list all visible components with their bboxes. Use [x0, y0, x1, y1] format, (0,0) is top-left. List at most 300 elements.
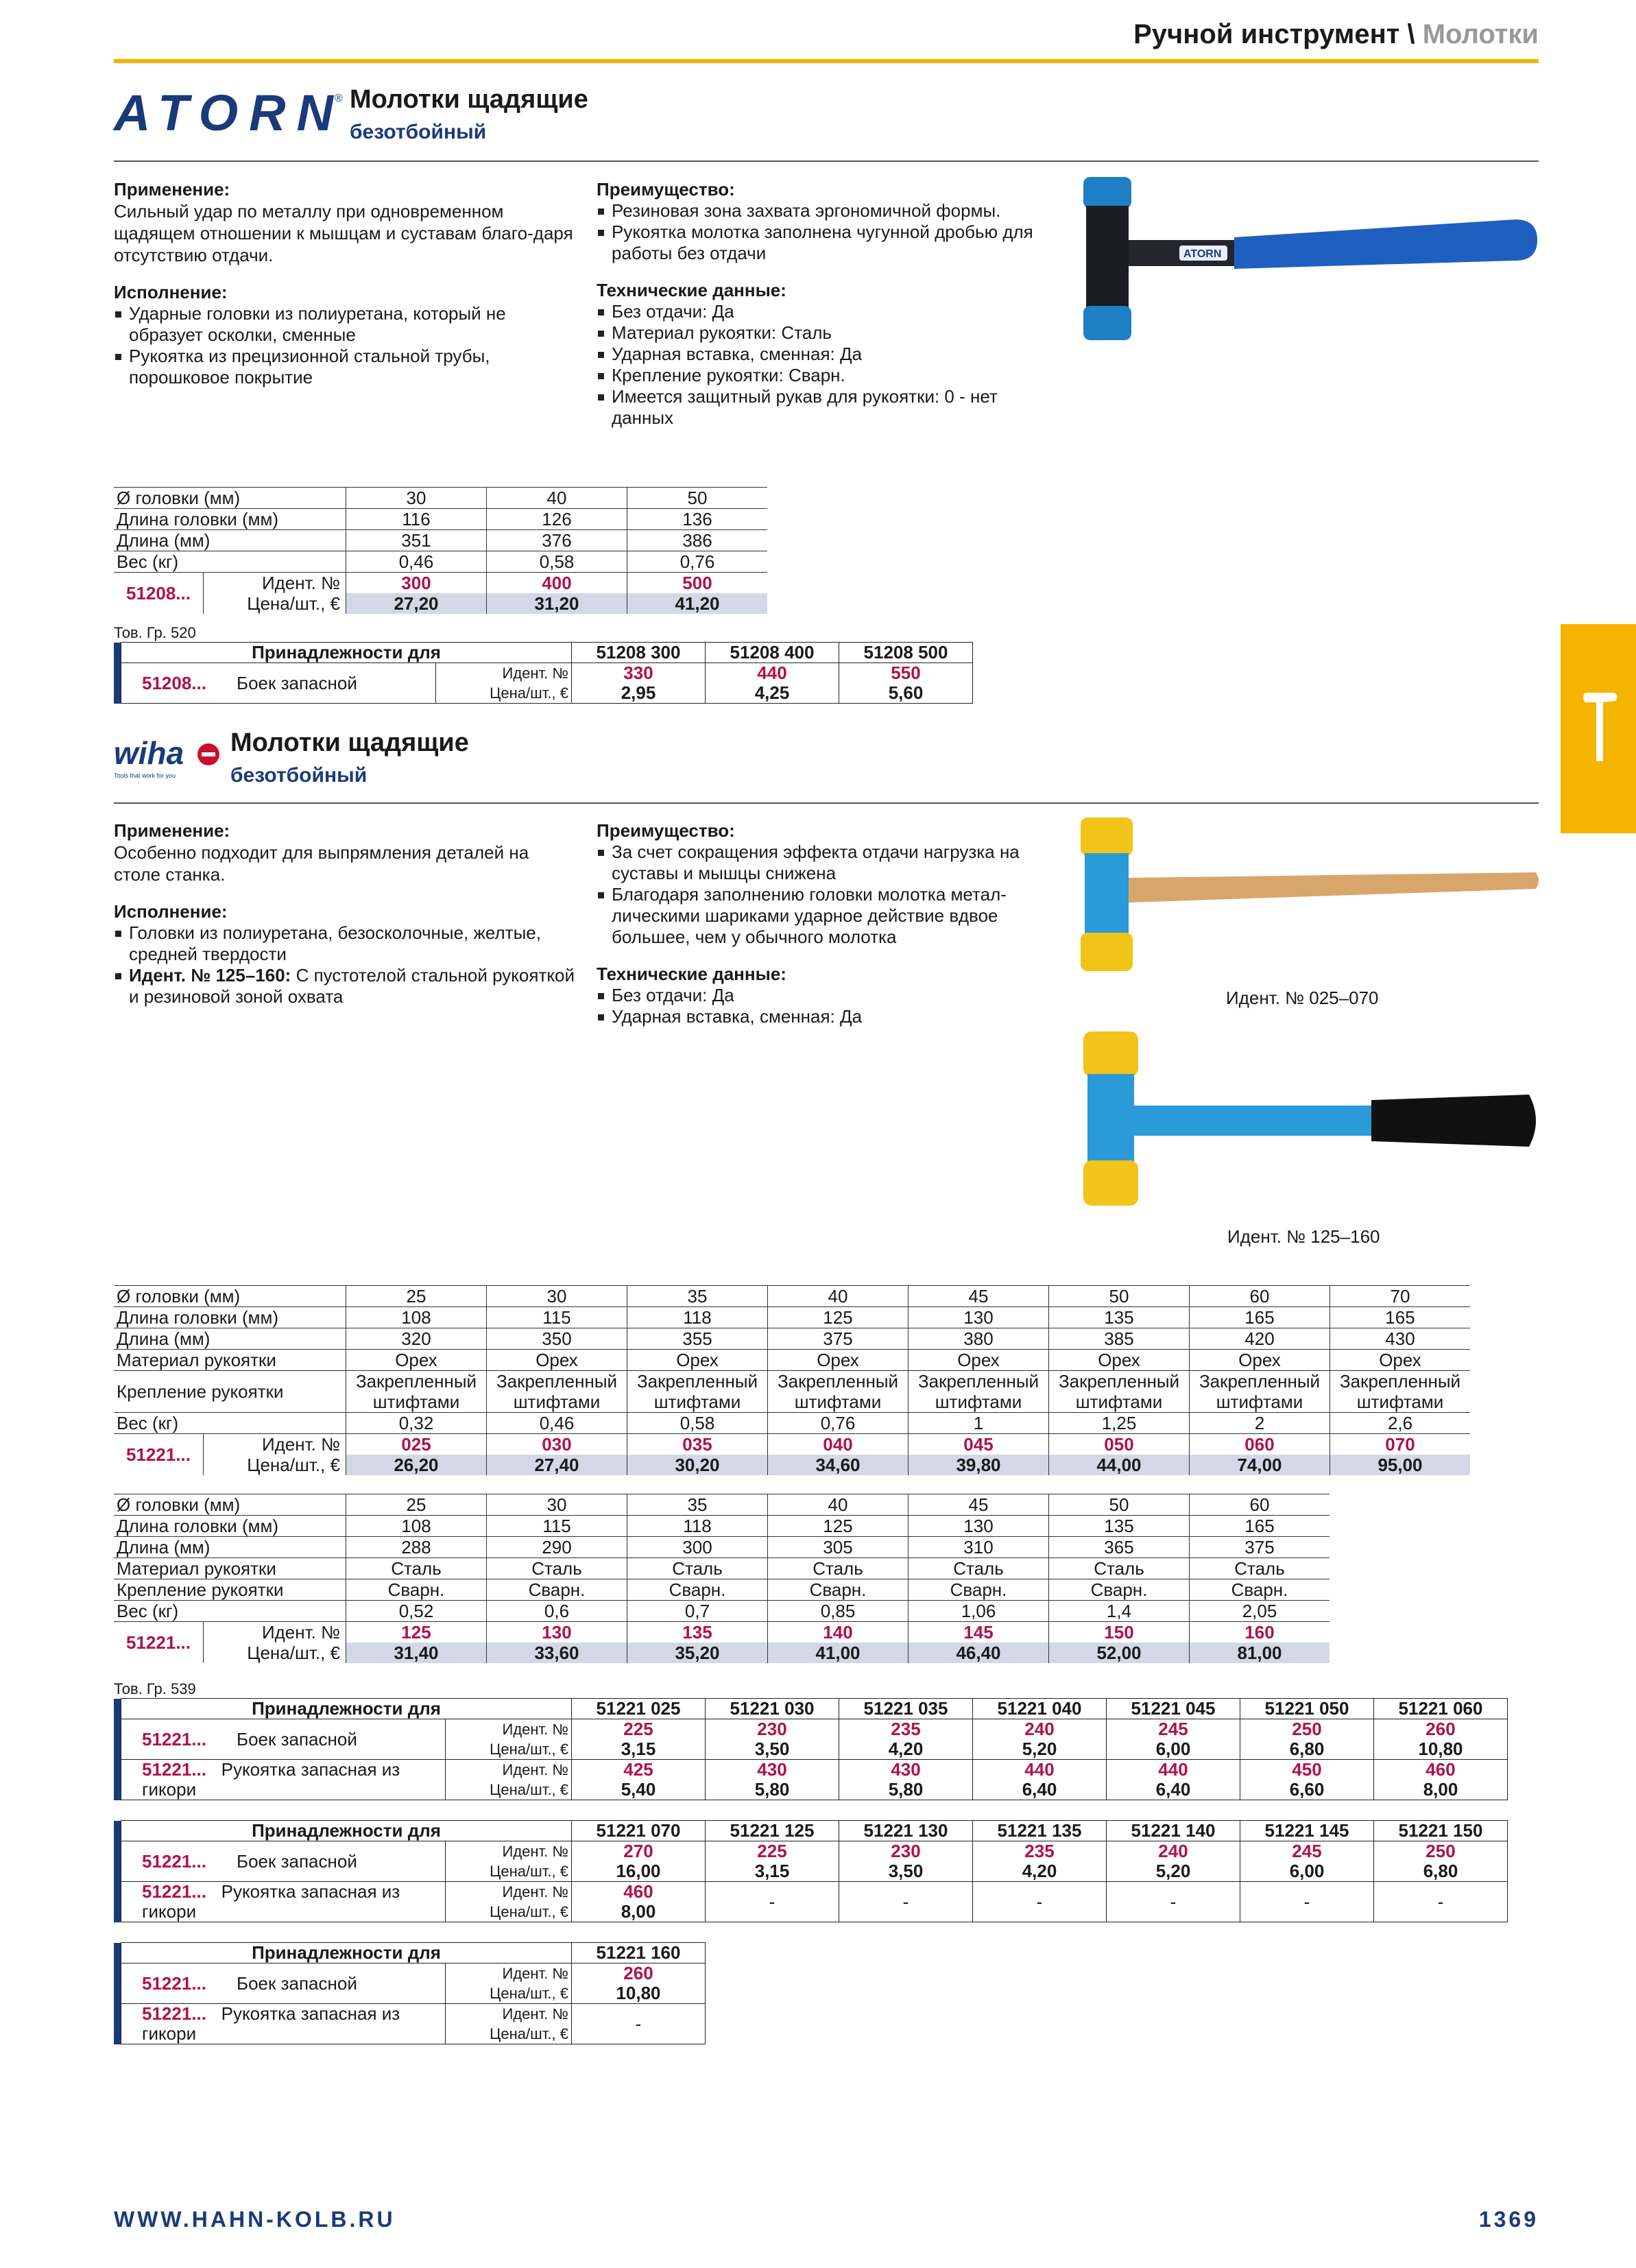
table-cell: 1,4 — [1049, 1601, 1190, 1622]
table-cell: Цена/шт., € — [446, 1861, 572, 1882]
table-cell: 51221... Рукоятка запасная из — [121, 2004, 446, 2025]
table-cell: - — [1374, 1882, 1508, 1922]
wiha-acc-table-3 — [114, 1942, 706, 2044]
table-cell — [114, 1821, 121, 1922]
table-cell: 30,20 — [627, 1455, 768, 1475]
svg-text:®: ® — [335, 93, 343, 104]
wiha-tech-heading: Технические данные: — [597, 964, 786, 984]
list-item: Без отдачи: Да — [597, 301, 1049, 322]
table-cell: 125 — [768, 1307, 909, 1328]
table-cell: 118 — [627, 1307, 768, 1328]
table-cell: 116 — [346, 509, 487, 530]
table-cell: 165 — [1190, 1516, 1330, 1537]
table-cell: 270 — [572, 1841, 706, 1862]
table-cell: Орех — [909, 1350, 1049, 1371]
table-cell: 40 — [768, 1494, 909, 1516]
table-cell: 235 — [839, 1719, 973, 1740]
atorn-adv-heading: Преимущество: — [597, 179, 735, 200]
atorn-rule — [114, 160, 1539, 162]
table-cell: 5,80 — [706, 1780, 839, 1800]
table-row — [114, 1371, 1470, 1413]
atorn-adv-list — [597, 200, 1049, 264]
table-cell: 430 — [706, 1760, 839, 1780]
table-cell: Принадлежности для — [121, 1699, 572, 1719]
table-row — [114, 573, 767, 594]
table-cell: 305 — [768, 1537, 909, 1558]
table-cell — [114, 1943, 121, 2044]
table-cell: 30 — [487, 1494, 627, 1516]
table-cell: 6,80 — [1374, 1861, 1508, 1882]
table-cell: Закрепленный штифтами — [1330, 1371, 1471, 1413]
table-cell: - — [706, 1882, 839, 1922]
table-cell: 51221 035 — [839, 1699, 973, 1719]
table-cell: 10,80 — [572, 1983, 706, 2004]
table-row — [114, 2004, 706, 2025]
table-cell: 51221 140 — [1107, 1821, 1240, 1841]
list-item: Рукоятка молотка заполнена чугунной дробью для работы без отдачи — [597, 222, 1049, 264]
table-cell: 140 — [768, 1622, 909, 1643]
table-cell: Сталь — [627, 1558, 768, 1579]
table-cell: 376 — [487, 530, 627, 551]
table-cell: Орех — [1190, 1350, 1330, 1371]
breadcrumb-category: Ручной инструмент — [1133, 19, 1400, 49]
atorn-logo — [114, 84, 343, 141]
table-cell: Сварн. — [768, 1579, 909, 1601]
table-cell: 31,40 — [346, 1643, 487, 1663]
wiha-acc-table-2 — [114, 1820, 1508, 1922]
table-row — [114, 1307, 1470, 1328]
table-cell: 126 — [487, 509, 627, 530]
table-cell: 150 — [1049, 1622, 1190, 1643]
atorn-exec-list — [114, 303, 580, 388]
table-row — [114, 509, 767, 530]
table-cell: 35 — [627, 1286, 768, 1307]
table-cell: Сталь — [768, 1558, 909, 1579]
table-cell: 51221... — [121, 1719, 234, 1760]
table-cell: гикори — [121, 1780, 446, 1800]
table-row — [114, 488, 767, 509]
table-cell: 1,06 — [909, 1601, 1049, 1622]
table-cell: 050 — [1049, 1434, 1190, 1455]
table-cell: 51221... Идент. № Цена/шт., € — [114, 1434, 346, 1476]
table-cell: 95,00 — [1330, 1455, 1471, 1475]
svg-text:Tools that work for you: Tools that work for you — [114, 772, 176, 779]
table-cell: 51221... Рукоятка запасная из — [121, 1882, 446, 1902]
table-row — [114, 1579, 1330, 1601]
table-cell: 51221 160 — [572, 1943, 706, 1963]
table-cell: 0,76 — [627, 551, 768, 573]
atorn-title: Молотки щадящие — [350, 85, 588, 114]
wiha-tech-list — [597, 985, 1063, 1027]
table-cell: 440 — [973, 1760, 1107, 1780]
table-cell: 35,20 — [627, 1643, 768, 1663]
table-cell: 375 — [768, 1328, 909, 1350]
list-item: Ударные головки из полиуретана, который не образует осколки, сменные — [114, 303, 580, 346]
list-item: Материал рукоятки: Сталь — [597, 322, 1049, 344]
table-cell: Закрепленный штифтами — [627, 1371, 768, 1413]
table-row — [114, 643, 973, 663]
table-cell: 288 — [346, 1537, 487, 1558]
list-item: Идент. № 125–160: С пустотелой стальной рукояткой и резиновой зоной охвата — [114, 965, 580, 1007]
table-cell: 2 — [1190, 1413, 1330, 1434]
table-cell: 51221 130 — [839, 1821, 973, 1841]
table-cell: 386 — [627, 530, 768, 551]
table-cell: 5,20 — [1107, 1861, 1240, 1882]
table-row — [114, 1882, 1508, 1902]
table-cell: 51208... Идент. № Цена/шт., € — [114, 573, 346, 614]
table-cell: Идент. № — [446, 1963, 572, 1984]
table-cell: 240 — [1107, 1841, 1240, 1862]
table-cell: 0,52 — [346, 1601, 487, 1622]
table-cell: Цена/шт., € — [436, 683, 572, 704]
table-cell: 351 — [346, 530, 487, 551]
table-cell: гикори — [121, 1902, 446, 1922]
atorn-tech-heading: Технические данные: — [597, 280, 786, 300]
table-cell: 51221 125 — [706, 1821, 839, 1841]
table-cell: 39,80 — [909, 1455, 1049, 1475]
table-row — [114, 1943, 706, 1963]
table-row — [114, 1601, 1330, 1622]
svg-text:wiha: wiha — [114, 735, 184, 771]
table-cell: Ø головки (мм) — [114, 1494, 346, 1516]
table-cell: 025 — [346, 1434, 487, 1455]
table-cell: Цена/шт., € — [446, 1902, 572, 1922]
table-cell: 355 — [627, 1328, 768, 1350]
table-cell: 240 — [973, 1719, 1107, 1740]
table-cell: Сталь — [1049, 1558, 1190, 1579]
hammer-icon — [1561, 624, 1636, 833]
table-cell: Принадлежности для — [121, 1821, 572, 1841]
table-cell: 52,00 — [1049, 1643, 1190, 1663]
table-cell: 385 — [1049, 1328, 1190, 1350]
table-cell: 135 — [627, 1622, 768, 1643]
table-cell: 2,05 — [1190, 1601, 1330, 1622]
table-cell: 300 — [627, 1537, 768, 1558]
table-cell: 5,80 — [839, 1780, 973, 1800]
table-cell: 25 — [346, 1286, 487, 1307]
table-row — [114, 1516, 1330, 1537]
table-cell: Боек запасной — [234, 1719, 446, 1760]
table-cell: Длина головки (мм) — [114, 509, 346, 530]
wiha-group: Тов. Гр. 539 — [114, 1680, 196, 1697]
table-cell: Орех — [1330, 1350, 1471, 1371]
table-cell: 3,50 — [839, 1861, 973, 1882]
table-cell: 5,20 — [973, 1739, 1107, 1760]
table-cell: Идент. № — [446, 1760, 572, 1780]
table-cell: 51221 030 — [706, 1699, 839, 1719]
table-cell: 260 — [1374, 1719, 1508, 1740]
wiha-adv-heading: Преимущество: — [597, 820, 735, 841]
table-cell: 50 — [1049, 1286, 1190, 1307]
atorn-usage-heading: Применение: — [114, 179, 230, 200]
table-cell: Принадлежности для — [121, 643, 572, 663]
table-cell: Закрепленный штифтами — [1190, 1371, 1330, 1413]
table-cell: Орех — [768, 1350, 909, 1371]
table-cell: Материал рукоятки — [114, 1558, 346, 1579]
table-cell: 4,20 — [973, 1861, 1107, 1882]
table-row — [114, 1558, 1330, 1579]
table-cell: 0,7 — [627, 1601, 768, 1622]
table-row — [114, 1719, 1508, 1740]
table-cell: 250 — [1240, 1719, 1374, 1740]
table-cell: 30 — [487, 1286, 627, 1307]
table-cell: Боек запасной — [234, 663, 436, 704]
table-cell: 33,60 — [487, 1643, 627, 1663]
table-cell: 51221 135 — [973, 1821, 1107, 1841]
table-cell: 3,15 — [572, 1739, 706, 1760]
table-cell: Сварн. — [627, 1579, 768, 1601]
table-cell: 230 — [706, 1719, 839, 1740]
table-row — [114, 1699, 1508, 1719]
table-cell: 5,60 — [839, 683, 973, 704]
table-cell: 165 — [1330, 1307, 1471, 1328]
table-cell: 4,20 — [839, 1739, 973, 1760]
table-cell: 225 — [706, 1841, 839, 1862]
table-cell: 51221... Рукоятка запасная из — [121, 1760, 446, 1780]
wiha-caption-2: Идент. № 125–160 — [1227, 1226, 1380, 1247]
table-cell: Идент. № — [446, 2004, 572, 2025]
table-cell: Материал рукоятки — [114, 1350, 346, 1371]
wiha-adv-list — [597, 841, 1063, 948]
wiha-exec-heading: Исполнение: — [114, 901, 228, 922]
wiha-acc-table-1 — [114, 1698, 1508, 1800]
wiha-title: Молотки щадящие — [230, 728, 469, 757]
table-cell: 300 — [346, 573, 487, 594]
table-cell: 4,25 — [706, 683, 839, 704]
table-row — [114, 1328, 1470, 1350]
table-cell: 460 — [572, 1882, 706, 1902]
wiha-logo — [114, 734, 224, 785]
table-cell: 60 — [1190, 1494, 1330, 1516]
wiha-spec-table-1 — [114, 1285, 1470, 1475]
table-cell: Вес (кг) — [114, 1413, 346, 1434]
table-cell: 51221... — [121, 1841, 234, 1882]
table-cell: 51221... Идент. № Цена/шт., € — [114, 1622, 346, 1664]
table-cell: 45 — [909, 1494, 1049, 1516]
table-cell: 145 — [909, 1622, 1049, 1643]
table-cell: 35 — [627, 1494, 768, 1516]
table-cell: 0,58 — [627, 1413, 768, 1434]
table-cell: Сварн. — [1190, 1579, 1330, 1601]
list-item: Без отдачи: Да — [597, 985, 1063, 1006]
table-cell: 51221 145 — [1240, 1821, 1374, 1841]
table-cell: 50 — [1049, 1494, 1190, 1516]
table-cell: 130 — [487, 1622, 627, 1643]
table-cell: 108 — [346, 1516, 487, 1537]
table-cell: 115 — [487, 1516, 627, 1537]
atorn-usage-text: Сильный удар по металлу при одновременном щадящем отношении к мышцам и суставам благо-даря отсутствию отдачи. — [114, 201, 573, 265]
table-cell: гикори — [121, 2024, 446, 2044]
table-cell: 51221 060 — [1374, 1699, 1508, 1719]
table-cell: 040 — [768, 1434, 909, 1455]
table-cell: Боек запасной — [234, 1963, 446, 2004]
table-cell: 51221... — [121, 1963, 234, 2004]
table-cell: 250 — [1374, 1841, 1508, 1862]
table-cell: 51208 400 — [706, 643, 839, 663]
table-cell: Закрепленный штифтами — [487, 1371, 627, 1413]
table-cell: Крепление рукоятки — [114, 1371, 346, 1413]
category-tab[interactable] — [1561, 624, 1636, 833]
table-cell: 108 — [346, 1307, 487, 1328]
table-cell: Закрепленный штифтами — [909, 1371, 1049, 1413]
table-cell: 50 — [627, 488, 768, 509]
table-cell: 44,00 — [1049, 1455, 1190, 1475]
table-cell: 0,6 — [487, 1601, 627, 1622]
table-cell: 3,50 — [706, 1739, 839, 1760]
table-cell: 41,00 — [768, 1643, 909, 1663]
table-cell: 550 — [839, 663, 973, 684]
list-item: Головки из полиуретана, безосколочные, желтые, средней твердости — [114, 922, 580, 965]
table-cell: 3,15 — [706, 1861, 839, 1882]
table-row — [114, 1780, 1508, 1800]
atorn-spec-table — [114, 487, 767, 614]
table-cell: 6,00 — [1240, 1861, 1374, 1882]
table-cell: 430 — [1330, 1328, 1471, 1350]
table-cell: 41,20 — [627, 593, 768, 614]
table-cell: 0,85 — [768, 1601, 909, 1622]
table-cell: 035 — [627, 1434, 768, 1455]
table-cell: 51208 500 — [839, 643, 973, 663]
list-item: Имеется защитный рукав для рукоятки: 0 - нет данных — [597, 386, 1049, 429]
table-cell: 2,95 — [572, 683, 706, 704]
table-cell: Длина головки (мм) — [114, 1307, 346, 1328]
table-cell: 136 — [627, 509, 768, 530]
breadcrumb — [1133, 19, 1539, 50]
table-cell: Цена/шт., € — [446, 2024, 572, 2044]
table-cell: 30 — [346, 488, 487, 509]
atorn-acc-table — [114, 642, 973, 704]
table-cell: 135 — [1049, 1516, 1190, 1537]
table-cell: 51221 050 — [1240, 1699, 1374, 1719]
table-cell: 40 — [768, 1286, 909, 1307]
atorn-tech-list — [597, 301, 1049, 429]
table-cell: 6,60 — [1240, 1780, 1374, 1800]
wiha-hammer-steel-image — [1076, 1029, 1543, 1217]
atorn-group: Тов. Гр. 520 — [114, 624, 196, 641]
table-cell — [114, 643, 121, 704]
wiha-subtitle: безотбойный — [230, 764, 368, 787]
table-cell: 26,20 — [346, 1455, 487, 1475]
table-cell: Крепление рукоятки — [114, 1579, 346, 1601]
list-item: Рукоятка из прецизионной стальной трубы, порошковое покрытие — [114, 346, 580, 388]
table-cell: 8,00 — [572, 1902, 706, 1922]
list-item: Ударная вставка, сменная: Да — [597, 1006, 1063, 1027]
list-item: Крепление рукоятки: Сварн. — [597, 365, 1049, 386]
wiha-spec-table-2 — [114, 1494, 1330, 1663]
table-cell: 330 — [572, 663, 706, 684]
table-cell: 420 — [1190, 1328, 1330, 1350]
table-cell: 160 — [1190, 1622, 1330, 1643]
table-cell: 25 — [346, 1494, 487, 1516]
table-cell: - — [973, 1882, 1107, 1922]
footer-url[interactable]: WWW.HAHN-KOLB.RU — [114, 2207, 396, 2232]
table-cell: Орех — [1049, 1350, 1190, 1371]
svg-text:ATORN: ATORN — [114, 84, 333, 141]
table-cell — [114, 1699, 121, 1800]
svg-text:ATORN: ATORN — [1183, 248, 1222, 260]
list-item: Благодаря заполнению головки молотка метал-лическими шариками ударное действие вдвое большее, чем у обычного молотка — [597, 884, 1063, 948]
table-cell: 45 — [909, 1286, 1049, 1307]
table-cell: Сталь — [346, 1558, 487, 1579]
table-cell: 34,60 — [768, 1455, 909, 1475]
table-cell: 31,20 — [487, 593, 627, 614]
table-cell: 310 — [909, 1537, 1049, 1558]
table-cell: 51208 300 — [572, 643, 706, 663]
table-cell: 81,00 — [1190, 1643, 1330, 1663]
table-cell: Боек запасной — [234, 1841, 446, 1882]
table-cell: 350 — [487, 1328, 627, 1350]
table-cell: 045 — [909, 1434, 1049, 1455]
table-cell: 27,40 — [487, 1455, 627, 1475]
table-cell: Закрепленный штифтами — [346, 1371, 487, 1413]
table-cell: 235 — [973, 1841, 1107, 1862]
table-cell: 400 — [487, 573, 627, 594]
table-row — [114, 663, 973, 684]
table-cell: 430 — [839, 1760, 973, 1780]
table-row — [114, 1350, 1470, 1371]
wiha-rule — [114, 802, 1539, 804]
table-row — [114, 551, 767, 573]
table-cell: 2,6 — [1330, 1413, 1471, 1434]
table-cell: 070 — [1330, 1434, 1471, 1455]
table-cell: 230 — [839, 1841, 973, 1862]
table-cell: - — [572, 2004, 706, 2044]
table-cell: 125 — [346, 1622, 487, 1643]
table-cell: Сталь — [909, 1558, 1049, 1579]
table-cell: Сварн. — [909, 1579, 1049, 1601]
table-cell: Сварн. — [346, 1579, 487, 1601]
table-row — [114, 1434, 1470, 1455]
table-cell: 6,40 — [1107, 1780, 1240, 1800]
table-cell: 70 — [1330, 1286, 1471, 1307]
header-rule — [114, 59, 1539, 63]
table-cell: Орех — [346, 1350, 487, 1371]
table-cell: 0,32 — [346, 1413, 487, 1434]
table-cell: Орех — [487, 1350, 627, 1371]
table-cell: 245 — [1240, 1841, 1374, 1862]
breadcrumb-current: Молотки — [1422, 19, 1539, 49]
table-cell: 40 — [487, 488, 627, 509]
table-cell: Цена/шт., € — [446, 1739, 572, 1760]
wiha-exec-list — [114, 922, 580, 1007]
table-row — [114, 1494, 1330, 1516]
table-row — [114, 1286, 1470, 1307]
table-cell: Сварн. — [487, 1579, 627, 1601]
table-cell: 118 — [627, 1516, 768, 1537]
table-cell: 10,80 — [1374, 1739, 1508, 1760]
table-cell: 135 — [1049, 1307, 1190, 1328]
table-cell: 060 — [1190, 1434, 1330, 1455]
table-cell: 440 — [706, 663, 839, 684]
table-cell: 0,46 — [487, 1413, 627, 1434]
list-item: Резиновая зона захвата эргономичной формы. — [597, 200, 1049, 222]
table-cell: 440 — [1107, 1760, 1240, 1780]
table-row — [114, 530, 767, 551]
table-cell: 365 — [1049, 1537, 1190, 1558]
breadcrumb-sep: \ — [1399, 19, 1423, 49]
table-cell: 27,20 — [346, 593, 487, 614]
list-item: За счет сокращения эффекта отдачи нагрузка на суставы и мышцы снижена — [597, 841, 1063, 884]
table-row — [114, 1622, 1330, 1643]
table-cell: Цена/шт., € — [446, 1983, 572, 2004]
table-cell: Орех — [627, 1350, 768, 1371]
table-cell: 130 — [909, 1516, 1049, 1537]
table-cell: Идент. № — [446, 1882, 572, 1902]
table-cell: 51221 150 — [1374, 1821, 1508, 1841]
table-cell: 115 — [487, 1307, 627, 1328]
table-row — [114, 1841, 1508, 1862]
table-cell: 5,40 — [572, 1780, 706, 1800]
